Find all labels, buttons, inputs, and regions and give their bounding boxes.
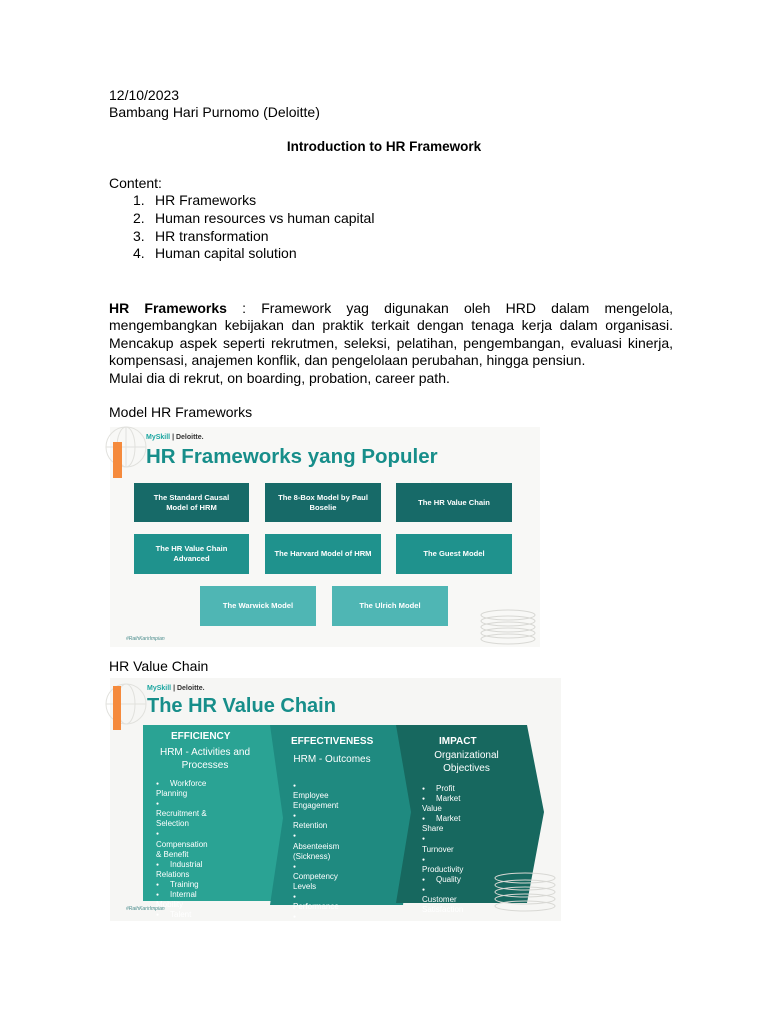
section-label-model: Model HR Frameworks xyxy=(109,404,253,420)
list-item: ● Customer Satisfaction xyxy=(422,885,463,915)
list-item: ● Profit xyxy=(422,784,463,794)
list-item: 2. Human resources vs human capital xyxy=(133,209,375,226)
rings-decoration-icon xyxy=(478,607,538,647)
list-item: ● Quality xyxy=(422,875,463,885)
list-item: ● Performance xyxy=(293,892,339,912)
list-item: ● Retention xyxy=(293,811,339,831)
rings-decoration-icon xyxy=(490,870,560,914)
effectiveness-arrow xyxy=(270,725,415,905)
list-item: ● Competency Levels xyxy=(293,862,339,892)
list-item: ● Talent Management xyxy=(156,910,208,930)
list-item: ● Turnover xyxy=(422,834,463,854)
list-item: ● Compensation & Benefit xyxy=(156,829,208,859)
content-list xyxy=(133,192,374,263)
list-item: ● Organization Design xyxy=(156,961,208,991)
list-item: ● Productivity xyxy=(422,855,463,875)
effectiveness-list xyxy=(293,781,339,963)
list-item: ● Absenteeism (Sickness) xyxy=(293,831,339,861)
list-item: ● Employee Engagement xyxy=(293,781,339,811)
slide-hr-frameworks xyxy=(110,427,540,647)
column-subtitle: HRM - Activities and Processes xyxy=(159,747,251,771)
column-title: EFFICIENCY xyxy=(171,731,231,742)
framework-box: The Warwick Model xyxy=(200,586,316,626)
content-label: Content: xyxy=(109,175,162,191)
framework-box: The Harvard Model of HRM xyxy=(265,534,381,574)
document-date: 12/10/2023 xyxy=(109,87,180,103)
framework-box: The HR Value Chain Advanced xyxy=(134,534,249,574)
column-title: IMPACT xyxy=(439,736,477,747)
framework-box: The Ulrich Model xyxy=(332,586,448,626)
definition-line: HR Frameworks : Framework yag digunakan oleh HRD dalam mengelola, xyxy=(109,300,673,316)
definition-line: Mulai dia di rekrut, on boarding, probation, career path. xyxy=(109,369,450,386)
brand-logo: MySkill | Deloitte. xyxy=(146,434,204,441)
column-title: EFFECTIVENESS xyxy=(291,736,374,747)
slide-footer-tag: #RaihKarirImpian xyxy=(126,906,165,912)
page-title: Introduction to HR Framework xyxy=(286,139,482,154)
framework-box: The 8-Box Model by Paul Boselie xyxy=(265,483,381,522)
list-item: ● Industrial Relations xyxy=(156,860,208,880)
definition-term: HR Frameworks xyxy=(109,300,227,316)
document-author: Bambang Hari Purnomo (Deloitte) xyxy=(109,104,320,120)
definition-line: mengembangkan kebijakan dan praktik terkait dengan tenaga kerja dalam organisasi. xyxy=(109,317,673,334)
slide-heading: HR Frameworks yang Populer xyxy=(146,445,438,468)
list-item: 1. HR Frameworks xyxy=(133,192,257,208)
globe-decoration-icon xyxy=(104,425,152,473)
list-item: 4. Human capital solution xyxy=(133,245,297,262)
section-label-chain: HR Value Chain xyxy=(109,658,209,674)
list-item: ● Workforce Planning xyxy=(156,779,208,799)
definition-line: kompensasi, anajemen konflik, dan pengelolaan perubahan, hingga pensiun. xyxy=(109,352,586,369)
list-item: ● Training xyxy=(156,880,208,890)
accent-bar xyxy=(113,442,122,478)
definition-line: Mencakup aspek seperti rekrutmen, seleksi, pelatihan, pengembangan, evaluasi kinerja, xyxy=(109,334,673,351)
list-item: ● Market Share xyxy=(422,814,463,834)
list-item: ● Workforce Costs xyxy=(293,912,339,942)
list-item: ● Downsizing xyxy=(156,941,208,961)
list-item: ● Recruitment & Selection xyxy=(156,799,208,829)
framework-box: The HR Value Chain xyxy=(396,483,512,522)
brand-logo: MySkill | Deloitte. xyxy=(147,685,205,692)
list-item: ● Coaching xyxy=(156,930,208,940)
list-item: ● Market Value xyxy=(422,794,463,814)
column-subtitle: HRM - Outcomes xyxy=(293,754,371,765)
list-item: ● Internal Mobility xyxy=(156,890,208,910)
slide-footer-tag: #RaihKarirImpian xyxy=(126,636,165,642)
slide-heading: The HR Value Chain xyxy=(147,695,336,717)
impact-list xyxy=(422,784,463,915)
definition-paragraph xyxy=(109,300,673,387)
list-item: 3. HR transformation xyxy=(133,227,269,244)
efficiency-list xyxy=(156,779,208,991)
slide-hr-value-chain xyxy=(110,678,561,990)
column-subtitle: Organizational Objectives xyxy=(434,750,499,774)
framework-box: The Standard Causal Model of HRM xyxy=(134,483,249,522)
list-item: ● Talent Metrics xyxy=(293,943,339,963)
framework-box: The Guest Model xyxy=(396,534,512,574)
